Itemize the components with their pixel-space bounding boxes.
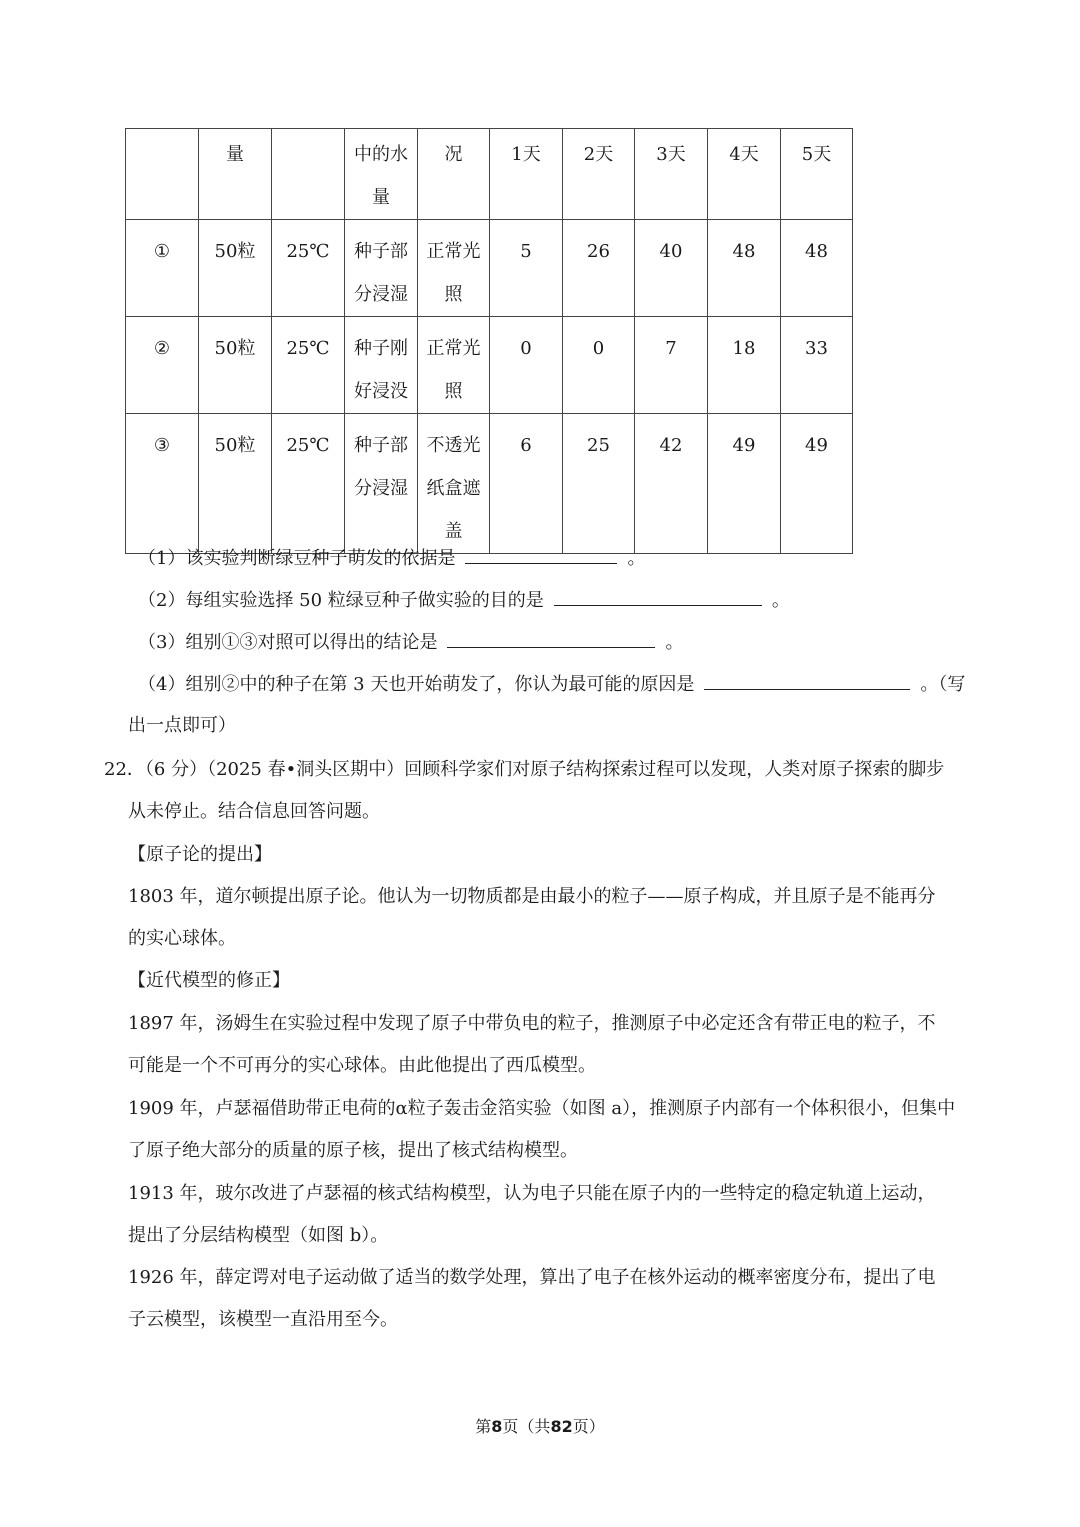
table-cell-text: 25 [587, 435, 610, 456]
answer-blank-1[interactable] [465, 545, 617, 564]
table-cell-text: ① [153, 241, 171, 262]
table-cell-text: 33 [805, 338, 828, 359]
table-cell-text: 不透光 纸盒遮 盖 [426, 435, 481, 542]
page-footer [0, 1414, 1080, 1437]
table-cell [126, 220, 199, 317]
paragraph-schrodinger: 1926 年，薛定谔对电子运动做了适当的数学处理，算出了电子在核外运动的概率密度分布，提出了电 [128, 1267, 936, 1288]
paragraph-bohr: 1913 年，玻尔改进了卢瑟福的核式结构模型，认为电子只能在原子内的一些特定的稳定轨道上运动， [128, 1183, 936, 1204]
footer-prefix: 第 [475, 1417, 492, 1436]
table-cell [635, 220, 708, 317]
table-cell-text: 中的水 量 [354, 144, 408, 208]
table-cell [272, 317, 345, 414]
table-cell-text: 量 [226, 144, 244, 165]
question-2-end: 。 [771, 590, 790, 611]
table-cell [781, 220, 853, 317]
table-cell [708, 317, 781, 414]
answer-blank-4[interactable] [704, 671, 910, 690]
problem-22-stem: 22．（6 分）（2025 春•洞头区期中）回顾科学家们对原子结构探索过程可以发现，人类对原子探索的脚步 [104, 759, 945, 780]
question-4-text: （4）组别②中的种子在第 3 天也开始萌发了，你认为最可能的原因是 [138, 674, 695, 695]
table-cell [345, 317, 418, 414]
answer-blank-3[interactable] [447, 629, 655, 648]
table-cell [345, 220, 418, 317]
paragraph-rutherford: 1909 年，卢瑟福借助带正电荷的α粒子轰击金箔实验（如图 a），推测原子内部有一个体积很小，但集中 [128, 1098, 956, 1119]
question-3-text: （3）组别①③对照可以得出的结论是 [138, 632, 438, 653]
table-cell [563, 220, 635, 317]
footer-page-number: 8 [491, 1417, 503, 1436]
table-cell [490, 220, 563, 317]
table-cell-text: 种子部 分浸湿 [354, 241, 408, 305]
question-4-continuation: 出一点即可） [128, 715, 236, 736]
table-row [126, 317, 853, 414]
table-header-row [126, 129, 853, 220]
question-3 [138, 629, 683, 656]
table-cell [199, 220, 272, 317]
table-cell-text: 况 [444, 144, 463, 165]
table-cell [563, 129, 635, 220]
table-cell [708, 220, 781, 317]
answer-blank-2[interactable] [554, 587, 762, 606]
paragraph-dalton: 1803 年，道尔顿提出原子论。他认为一切物质都是由最小的粒子——原子构成，并且原子是不能再分 [128, 886, 936, 907]
table-cell-text: 5 [520, 241, 532, 262]
table-cell [563, 414, 635, 554]
table-cell-text: 42 [659, 435, 683, 456]
table-cell-text: 40 [659, 241, 683, 262]
table-cell-text: 25℃ [286, 241, 330, 262]
table-cell-text: 种子部 分浸湿 [354, 435, 408, 499]
table-cell [418, 414, 490, 554]
table-cell-text: 26 [587, 241, 610, 262]
table-cell-text: 18 [732, 338, 756, 359]
table-cell-text: 4天 [729, 144, 759, 165]
paragraph-bohr-cont: 提出了分层结构模型（如图 b）。 [128, 1225, 389, 1246]
paragraph-rutherford-cont: 了原子绝大部分的质量的原子核，提出了核式结构模型。 [128, 1140, 578, 1161]
table-cell [563, 317, 635, 414]
table-cell-text: 7 [665, 338, 677, 359]
germination-data-table [125, 128, 853, 554]
table-cell-text: ③ [153, 435, 171, 456]
table-cell-text: 2天 [583, 144, 614, 165]
table-cell-text: 25℃ [286, 435, 330, 456]
table-cell [126, 414, 199, 554]
question-1-end: 。 [627, 548, 646, 569]
table-cell-text: ② [153, 338, 171, 359]
paragraph-thomson-cont: 可能是一个不可再分的实心球体。由此他提出了西瓜模型。 [128, 1055, 596, 1076]
table-cell [126, 129, 199, 220]
table-cell-text: 种子刚 好浸没 [354, 338, 408, 402]
table-cell [418, 317, 490, 414]
table-cell [781, 317, 853, 414]
table-cell [708, 129, 781, 220]
question-1-text: （1）该实验判断绿豆种子萌发的依据是 [138, 548, 456, 569]
question-4 [138, 671, 965, 698]
table-cell [490, 129, 563, 220]
footer-suffix: 页） [572, 1417, 605, 1436]
question-1 [138, 545, 645, 572]
question-4-end: 。（写 [920, 674, 966, 695]
table-cell [781, 129, 853, 220]
table-cell [272, 220, 345, 317]
table-cell-text: 50粒 [214, 241, 256, 262]
table-cell-text: 5天 [801, 144, 832, 165]
table-cell-text: 48 [805, 241, 828, 262]
table-cell [418, 129, 490, 220]
table-cell-text: 49 [805, 435, 828, 456]
table-cell-text: 6 [520, 435, 532, 456]
question-3-end: 。 [665, 632, 684, 653]
table-cell [490, 317, 563, 414]
table-cell-text: 1天 [511, 144, 541, 165]
table-row [126, 414, 853, 554]
table-cell [635, 317, 708, 414]
paragraph-dalton-cont: 的实心球体。 [128, 928, 236, 949]
table-cell [708, 414, 781, 554]
table-cell [490, 414, 563, 554]
table-cell [635, 129, 708, 220]
table-cell-text: 正常光 照 [426, 338, 481, 402]
table-cell [345, 414, 418, 554]
question-2 [138, 587, 790, 614]
table-cell-text: 正常光 照 [426, 241, 481, 305]
problem-22-stem-cont: 从未停止。结合信息回答问题。 [128, 801, 380, 822]
table-cell-text: 49 [732, 435, 756, 456]
section-heading-modern-model: 【近代模型的修正】 [128, 970, 290, 991]
table-cell [272, 414, 345, 554]
table-cell [126, 317, 199, 414]
table-cell-text: 3天 [656, 144, 686, 165]
table-cell [199, 317, 272, 414]
table-cell-text: 48 [732, 241, 756, 262]
table-cell-text: 0 [520, 338, 532, 359]
paragraph-thomson: 1897 年，汤姆生在实验过程中发现了原子中带负电的粒子，推测原子中必定还含有带正电的粒子，不 [128, 1013, 936, 1034]
table-cell [635, 414, 708, 554]
table-cell-text: 0 [592, 338, 605, 359]
table-row [126, 220, 853, 317]
question-2-text: （2）每组实验选择 50 粒绿豆种子做实验的目的是 [138, 590, 544, 611]
table-cell [199, 414, 272, 554]
table-cell [418, 220, 490, 317]
table-cell-text: 50粒 [214, 435, 256, 456]
section-heading-atomic-theory: 【原子论的提出】 [128, 844, 272, 865]
footer-middle: 页（共 [502, 1417, 551, 1436]
paragraph-schrodinger-cont: 子云模型，该模型一直沿用至今。 [128, 1309, 398, 1330]
footer-total-pages: 82 [550, 1417, 573, 1436]
table-cell [272, 129, 345, 220]
table-cell-text: 50粒 [214, 338, 256, 359]
table-cell [199, 129, 272, 220]
table-cell-text: 25℃ [286, 338, 330, 359]
table-cell [345, 129, 418, 220]
table-cell [781, 414, 853, 554]
